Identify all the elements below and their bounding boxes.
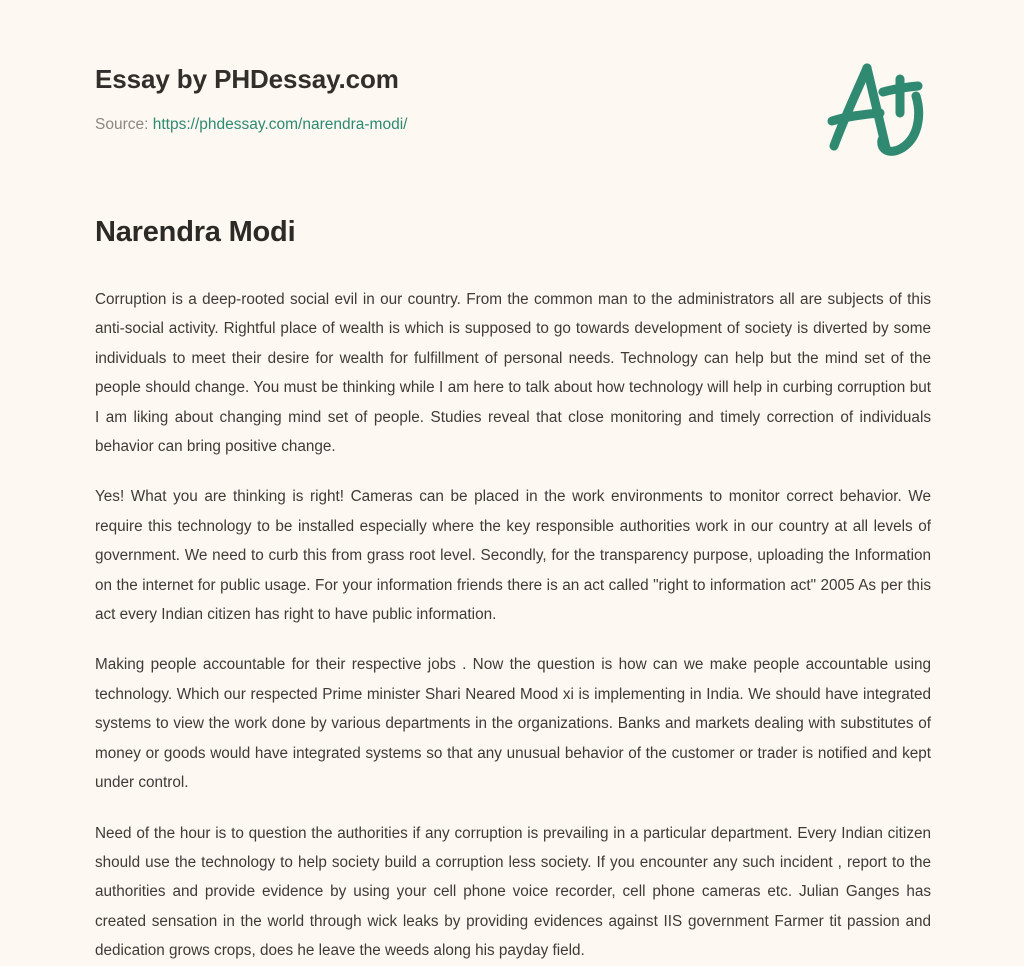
source-label: Source: <box>95 116 149 133</box>
essay-paragraph: Need of the hour is to question the authorities if any corruption is prevailing in a particular department. Every Indian citizen should use the technology to help society build a corruption less society. If you encounter any such incident , report to the authorities and provide evidence by using your cell phone voice recorder, cell phone cameras etc. Julian Ganges has created sensation in the world through wick leaks by providing evidences against IIS government Farmer tit passion and dedication grows crops, does he leave the weeds along his payday field. <box>95 824 931 960</box>
essay-paragraph: Making people accountable for their respective jobs . Now the question is how can we make people accountable using technology. Which our respected Prime minister Shari Neared Mood xi is implementing in India. We should have integrated systems to view the work done by various departments in the organizations. Banks and markets dealing with substitutes of money or goods would have integrated systems so that any unusual behavior of the customer or trader is notified and kept under control. <box>95 656 931 792</box>
essay-paragraph: Yes! What you are thinking is right! Cameras can be placed in the work environments to monitor correct behavior. We require this technology to be installed especially where the key responsible authorities work in our country at all levels of government. We need to curb this from grass root level. Secondly, for the transparency purpose, uploading the Information on the internet for public usage. For your information friends there is an act called "right to information act" 2005 As per this act every Indian citizen has right to have public information. <box>95 488 931 624</box>
source-url-link[interactable]: https://phdessay.com/narendra-modi/ <box>152 116 408 133</box>
page-title: Narendra Modi <box>95 216 296 248</box>
brand-title: Essay by PHDessay.com <box>95 64 399 94</box>
essay-content <box>95 213 931 966</box>
source-line <box>95 115 929 135</box>
a-plus-logo-icon <box>812 52 932 167</box>
a-plus-logo <box>812 52 932 167</box>
essay-paragraph: Corruption is a deep-rooted social evil in our country. From the common man to the administrators all are subjects of this anti-social activity. Rightful place of wealth is which is supposed to go towards development of society is diverted by some individuals to meet their desire for wealth for fulfillment of personal needs. Technology can help but the mind set of the people should change. You must be thinking while I am here to talk about how technology will help in curbing corruption but I am liking about changing mind set of people. Studies reveal that close monitoring and timely correction of individuals behavior can bring positive change. <box>95 291 931 456</box>
page-header <box>95 62 929 135</box>
